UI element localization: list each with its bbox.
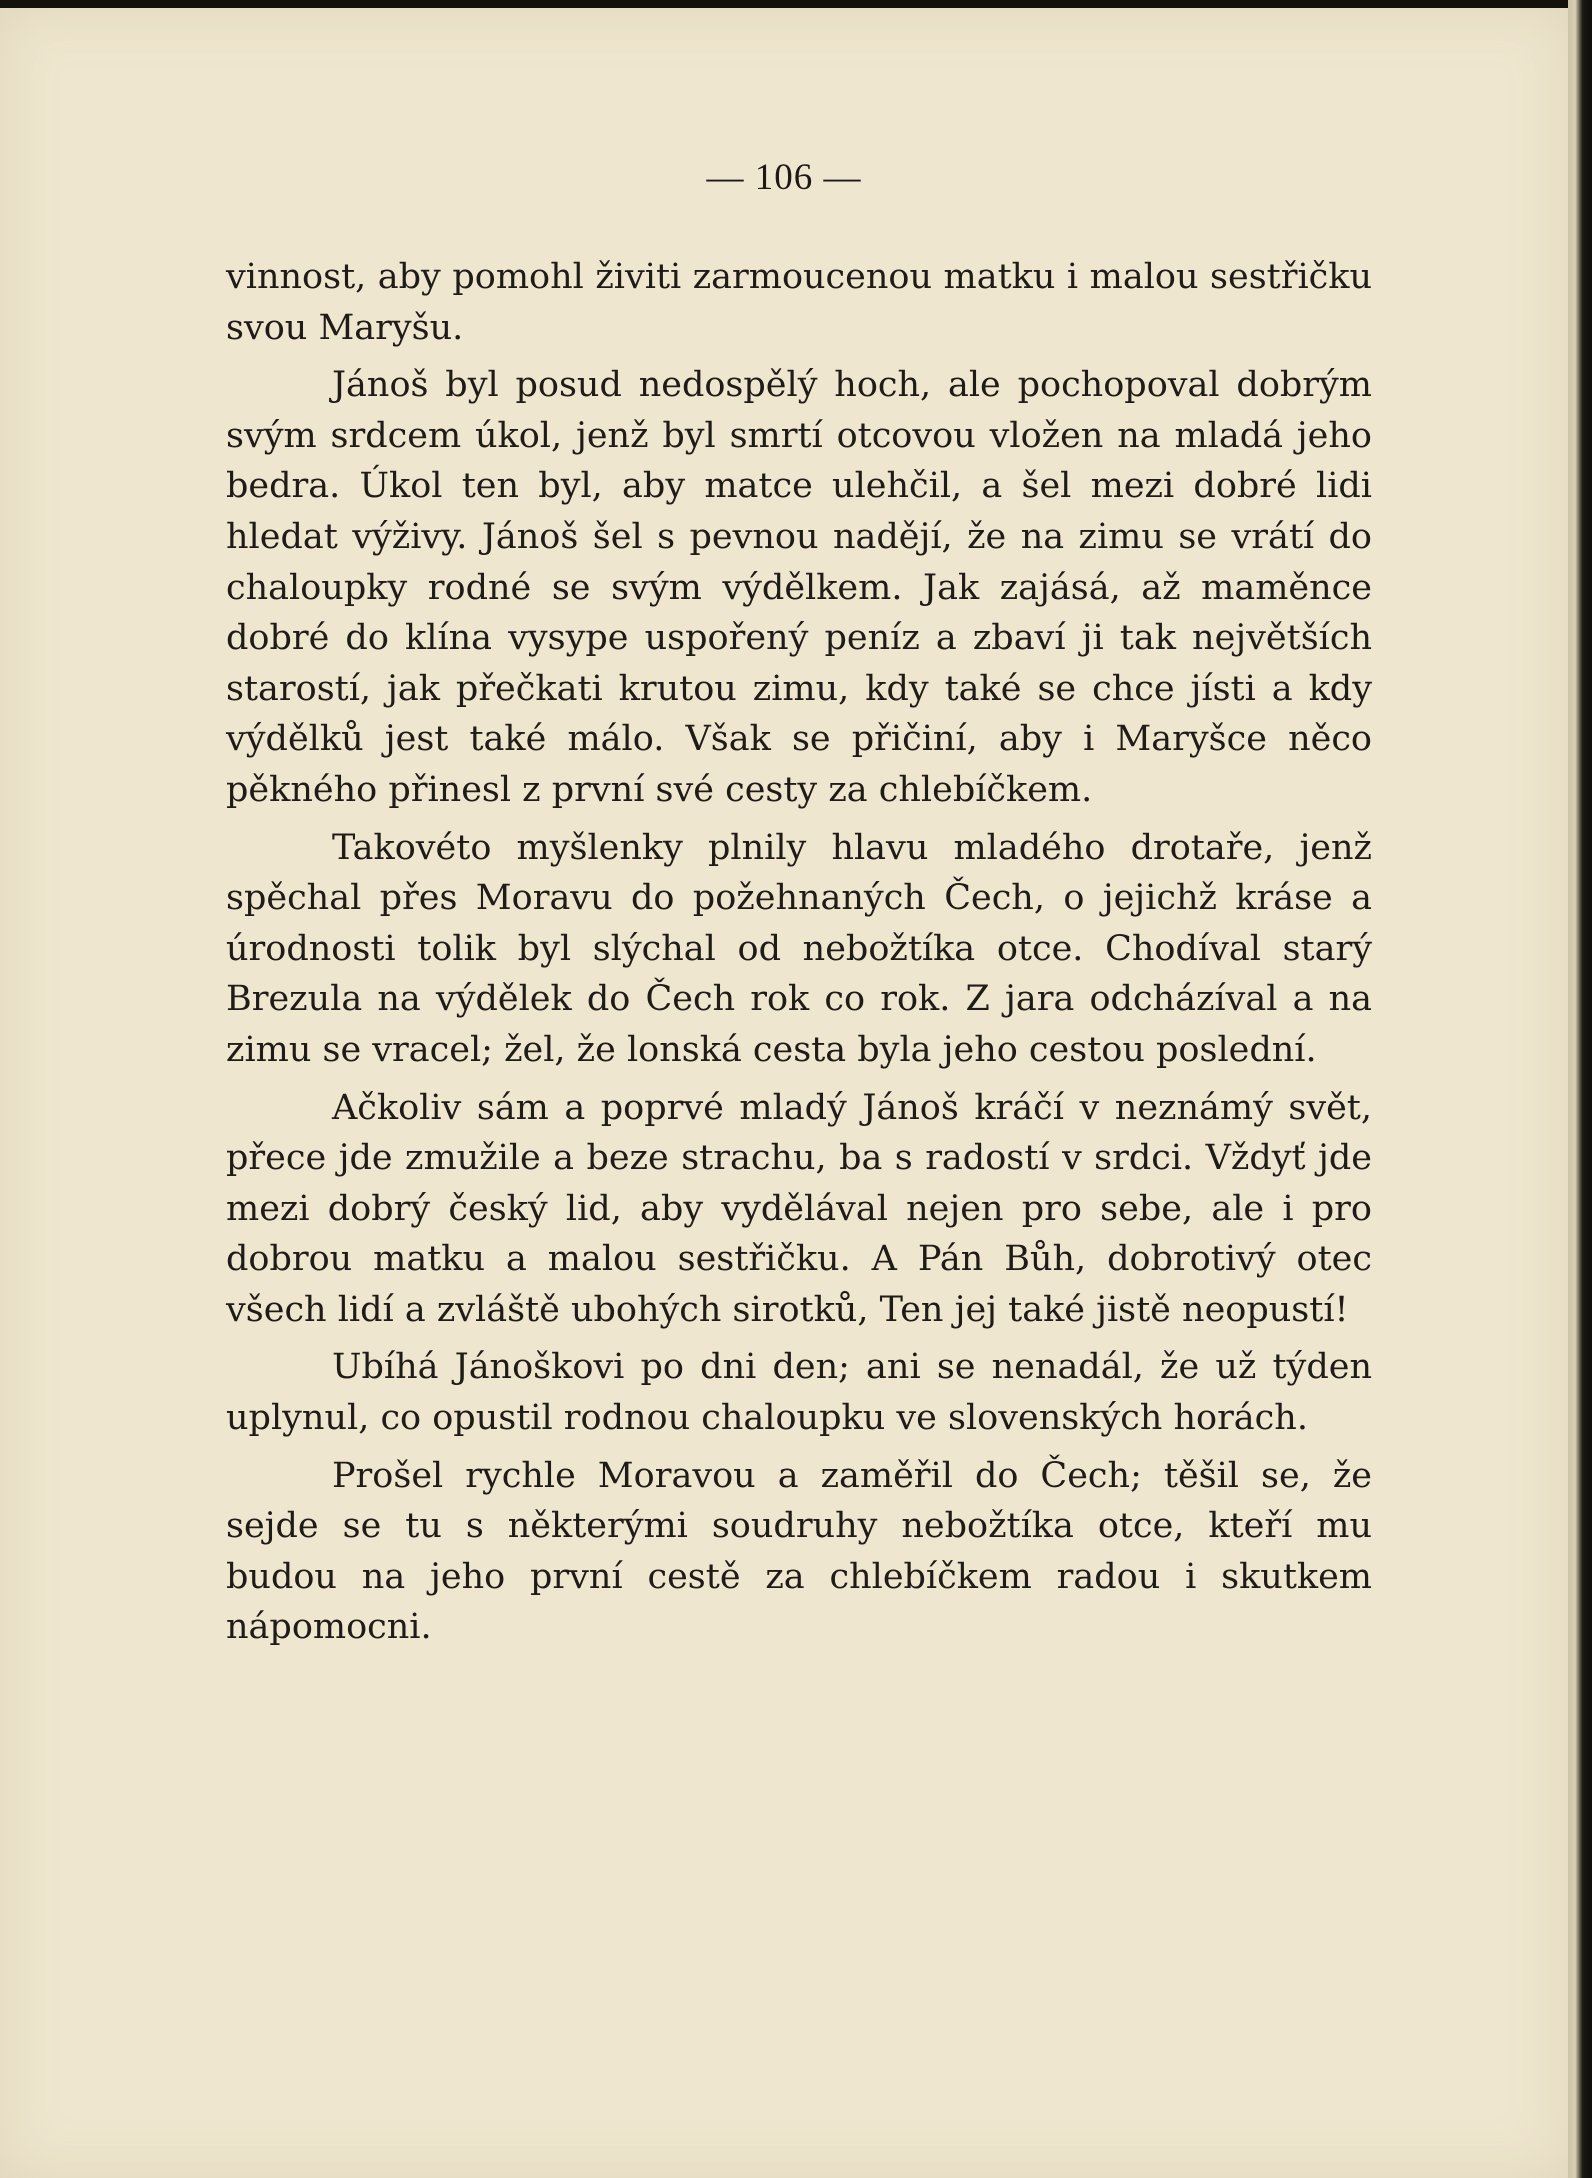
paragraph-6: Prošel rychle Moravou a zaměřil do Čech; těšil se, že sejde se tu s některými soudruhy nebožtíka otce, kteří mu budou na jeho první cestě za chlebíčkem radou i skutkem nápomocni.	[226, 1455, 1372, 1648]
paragraph-3: Takovéto myšlenky plnily hlavu mladého drotaře, jenž spěchal přes Moravu do požehnaných Čech, o jejichž kráse a úrodnosti tolik byl slýchal od nebožtíka otce. Chodíval starý Brezula na výdělek do Čech rok co rok. Z jara odcházíval a na zimu se vracel; žel, že lonská cesta byla jeho cestou poslední.	[226, 827, 1372, 1070]
scan-right-edge	[1568, 0, 1592, 2178]
paragraph-1: vinnost, aby pomohl živiti zarmoucenou matku i malou sestřičku svou Maryšu.	[226, 257, 1372, 348]
paragraph-4: Ačkoliv sám a poprvé mladý Jánoš kráčí v neznámý svět, přece jde zmužile a beze strachu, ba s radostí v srdci. Vždyť jde mezi dobrý český lid, aby vydělával nejen pro sebe, ale i pro dobrou matku a malou sestřičku. A Pán Bůh, dobrotivý otec všech lidí a zvláště ubohých sirotků, Ten jej také jistě neopustí!	[226, 1087, 1372, 1330]
book-page	[0, 8, 1568, 2178]
body-text	[226, 252, 1372, 1653]
paragraph-2: Jánoš byl posud nedospělý hoch, ale pochopoval dobrým svým srdcem úkol, jenž byl smrtí otcovou vložen na mladá jeho bedra. Úkol ten byl, aby matce ulehčil, a šel mezi dobré lidi hledat výživy. Jánoš šel s pevnou nadějí, že na zimu se vrátí do chaloupky rodné se svým výdělkem. Jak zajásá, až maměnce dobré do klína vysype uspořený peníz a zbaví ji tak největších starostí, jak přečkati krutou zimu, kdy také se chce jísti a kdy výdělků jest také málo. Však se přičiní, aby i Maryšce něco pěkného přinesl z první své cesty za chlebíčkem.	[226, 365, 1372, 810]
paragraph-5: Ubíhá Jánoškovi po dni den; ani se nenadál, že už týden uplynul, co opustil rodnou chaloupku ve slovenských horách.	[226, 1347, 1372, 1439]
page-number: — 106 —	[706, 157, 862, 198]
